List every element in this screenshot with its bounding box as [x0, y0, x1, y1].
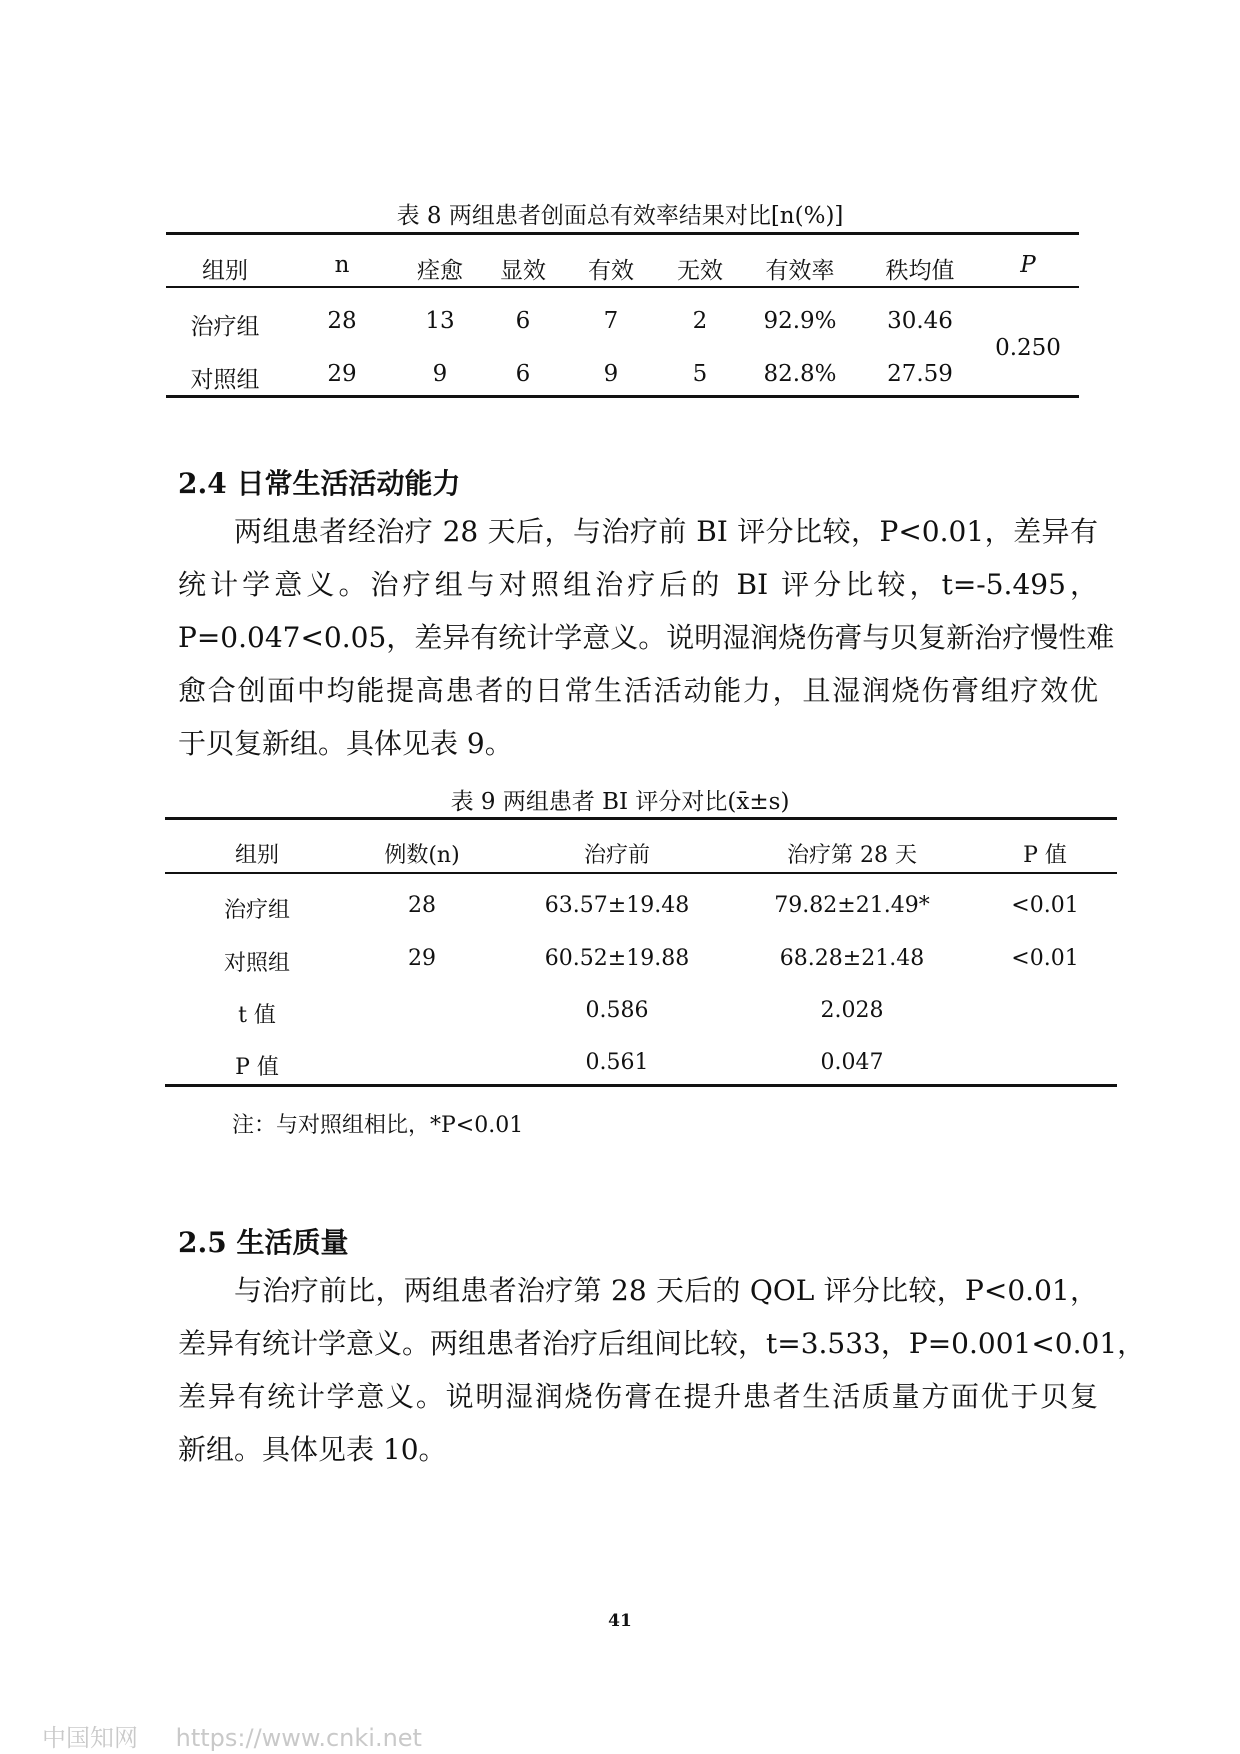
table-8-header-cell: 秩均值	[885, 258, 955, 284]
table-9-top-rule	[165, 817, 1117, 820]
watermark-url: https://www.cnki.net	[175, 1724, 422, 1752]
table-cell: <0.01	[1011, 893, 1079, 918]
table-cell: 治疗组	[223, 898, 291, 923]
table-cell: 27.59	[887, 361, 953, 387]
table-cell: 6	[515, 308, 531, 334]
table-9-note: 注：与对照组相比，*P<0.01	[232, 1113, 524, 1138]
section-2-4-heading: 2.4 日常生活活动能力	[178, 467, 461, 500]
section-2-5-heading: 2.5 生活质量	[178, 1226, 349, 1259]
paragraph-line: 新组。具体见表 10。	[178, 1433, 447, 1466]
table-9-header-cell: 组别	[234, 843, 280, 868]
table-9-header-cell: P 值	[1023, 843, 1067, 868]
table-cell: 对照组	[223, 951, 291, 976]
table-cell: 5	[692, 361, 708, 387]
table-cell: 63.57±19.48	[544, 893, 690, 918]
table-9-bottom-rule	[165, 1084, 1117, 1087]
table-9-header-cell: 治疗第 28 天	[787, 843, 917, 868]
table-9-caption: 表 9 两组患者 BI 评分对比(x̄±s)	[450, 789, 790, 815]
table-8-header-cell: 组别	[202, 258, 248, 284]
table-cell: 30.46	[887, 308, 953, 334]
table-cell: 7	[603, 308, 619, 334]
table-9-header-rule	[165, 872, 1117, 874]
table-cell: 6	[515, 361, 531, 387]
section-2-5-paragraph	[178, 1264, 1146, 1476]
page-number: 41	[608, 1611, 632, 1631]
table-cell: 60.52±19.88	[544, 946, 690, 971]
table-cell: P 值	[235, 1055, 279, 1080]
section-2-4-paragraph	[178, 505, 1115, 770]
paragraph-line: 差异有统计学意义。两组患者治疗后组间比较，t=3.533，P=0.001<0.01，	[178, 1327, 1146, 1360]
table-8-header-cell: 有效	[588, 258, 634, 284]
table-cell: 28	[408, 893, 436, 918]
table-cell: 79.82±21.49*	[774, 893, 930, 918]
watermark	[42, 1718, 452, 1753]
table-cell: 2.028	[820, 998, 884, 1023]
table-8-header-cell: n	[334, 252, 350, 278]
table-cell: <0.01	[1011, 946, 1079, 971]
table-cell: 29	[408, 946, 436, 971]
table-cell: 82.8%	[763, 361, 837, 387]
table-8-header-cell: P	[1020, 252, 1036, 278]
table-cell: 0.586	[585, 998, 649, 1023]
paragraph-line: 统计学意义。治疗组与对照组治疗后的 BI 评分比较，t=-5.495，	[178, 568, 1098, 601]
table-8-p-value: 0.250	[995, 335, 1061, 361]
table-cell: 治疗组	[190, 314, 260, 340]
table-cell: 9	[603, 361, 619, 387]
paragraph-line: 两组患者经治疗 28 天后，与治疗前 BI 评分比较，P<0.01，差异有	[234, 515, 1098, 548]
table-8-header-cell: 无效	[677, 258, 723, 284]
table-8-caption: 表 8 两组患者创面总有效率结果对比[n(%)]	[396, 203, 844, 229]
table-9-header-cell: 治疗前	[583, 843, 651, 868]
table-cell: 13	[425, 308, 455, 334]
table-8-header-cell: 显效	[500, 258, 546, 284]
paragraph-line: 于贝复新组。具体见表 9。	[178, 727, 513, 760]
table-cell: 0.561	[585, 1050, 649, 1075]
table-cell: 2	[692, 308, 708, 334]
table-8-header-rule	[166, 286, 1079, 288]
table-cell: 68.28±21.48	[779, 946, 925, 971]
table-8-header-cell: 痊愈	[417, 258, 463, 284]
table-cell: 对照组	[190, 367, 260, 393]
paragraph-line: 差异有统计学意义。说明湿润烧伤膏在提升患者生活质量方面优于贝复	[178, 1380, 1098, 1413]
watermark-brand: 中国知网	[42, 1724, 138, 1752]
table-cell: 9	[432, 361, 448, 387]
paragraph-line: 愈合创面中均能提高患者的日常生活活动能力，且湿润烧伤膏组疗效优	[178, 674, 1098, 707]
table-cell: t 值	[238, 1003, 276, 1028]
paragraph-line: P=0.047<0.05，差异有统计学意义。说明湿润烧伤膏与贝复新治疗慢性难	[178, 621, 1115, 654]
paragraph-line: 与治疗前比，两组患者治疗第 28 天后的 QOL 评分比较，P<0.01，	[234, 1274, 1098, 1307]
table-cell: 92.9%	[763, 308, 837, 334]
table-cell: 29	[327, 361, 357, 387]
table-8-header-cell: 有效率	[765, 258, 835, 284]
table-8-bottom-rule	[166, 395, 1079, 398]
table-8-top-rule	[166, 232, 1079, 235]
table-cell: 28	[327, 308, 357, 334]
table-cell: 0.047	[820, 1050, 884, 1075]
table-9-header-cell: 例数(n)	[384, 843, 460, 868]
